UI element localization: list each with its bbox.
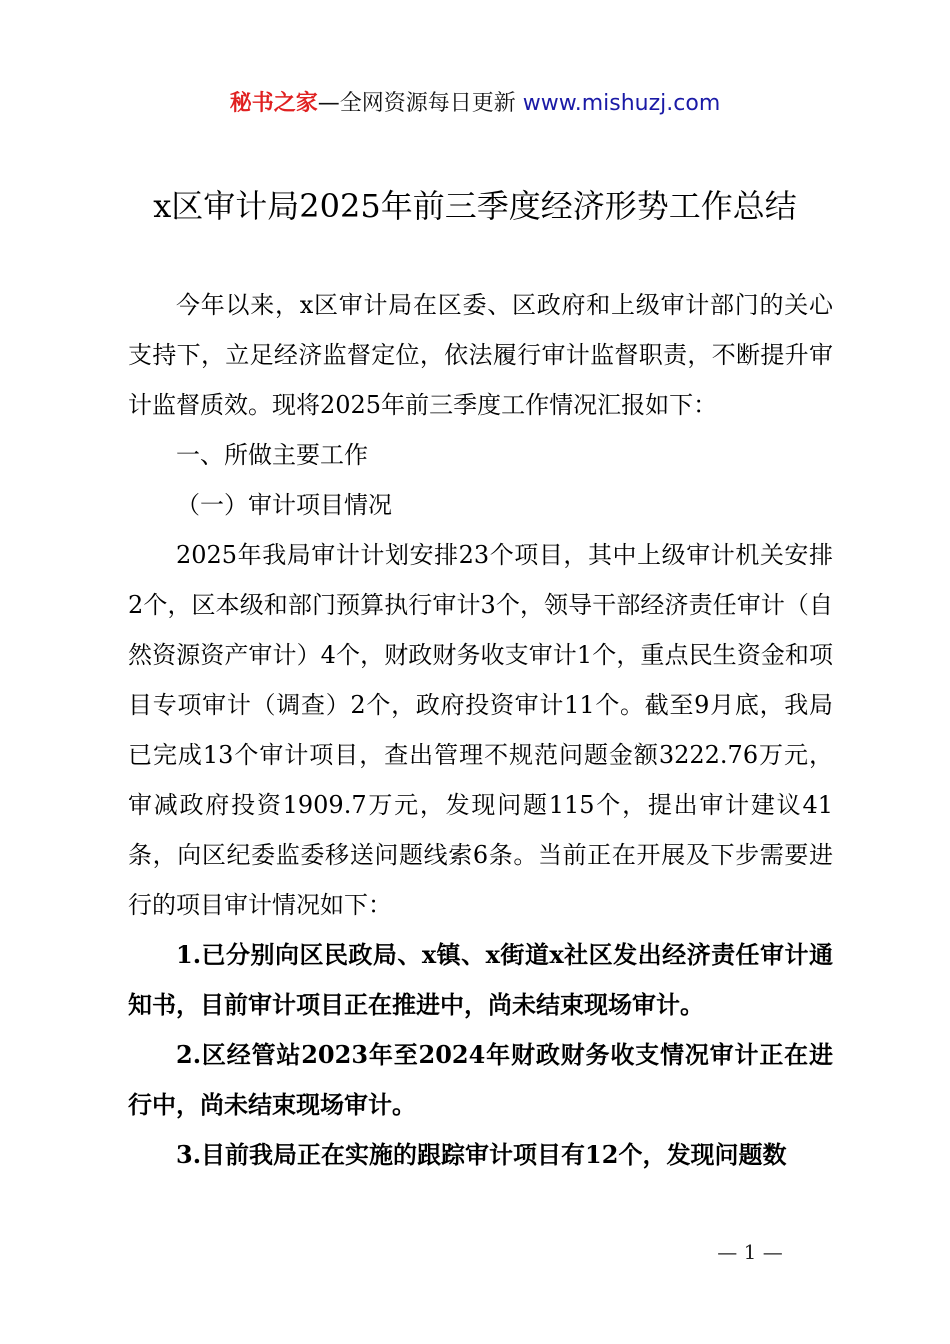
bold-item-3: 3.目前我局正在实施的跟踪审计项目有12个，发现问题数 (176, 1140, 787, 1169)
document-body (128, 280, 833, 1180)
site-banner (0, 86, 950, 122)
audit-projects-paragraph: 2025年我局审计计划安排23个项目，其中上级审计机关安排2个，区本级和部门预算执行审计3个，领导干部经济责任审计（自然资源资产审计）4个，财政财务收支审计1个，重点民生资金和项目专项审计（调查）2个，政府投资审计11个。截至9月底，我局已完成13个审计项目，查出管理不规范问题金额3222.76万元，审减政府投资1909.7万元，发现问题115个，提出审计建议41条，向区纪委监委移送问题线索6条。当前正在开展及下步需要进行的项目审计情况如下： (128, 541, 833, 919)
brand-name: 秘书之家 (229, 91, 318, 116)
intro-paragraph: 今年以来，x区审计局在区委、区政府和上级审计部门的关心支持下，立足经济监督定位，依法履行审计监督职责，不断提升审计监督质效。现将2025年前三季度工作情况汇报如下： (128, 291, 833, 419)
document-title: x区审计局2025年前三季度经济形势工作总结 (153, 187, 797, 225)
page-number: — 1 — (717, 1240, 783, 1264)
subsection-heading-audit-projects: （一）审计项目情况 (176, 491, 392, 519)
bold-item-1: 1.已分别向区民政局、x镇、x街道x社区发出经济责任审计通知书，目前审计项目正在推进中，尚未结束现场审计。 (128, 940, 833, 1019)
section-heading-main-work: 一、所做主要工作 (176, 441, 368, 469)
site-url-link[interactable]: www.mishuzj.com (522, 91, 721, 116)
bold-item-2: 2.区经管站2023年至2024年财政财务收支情况审计正在进行中，尚未结束现场审计。 (128, 1040, 833, 1119)
banner-tagline: —全网资源每日更新 (317, 91, 523, 116)
